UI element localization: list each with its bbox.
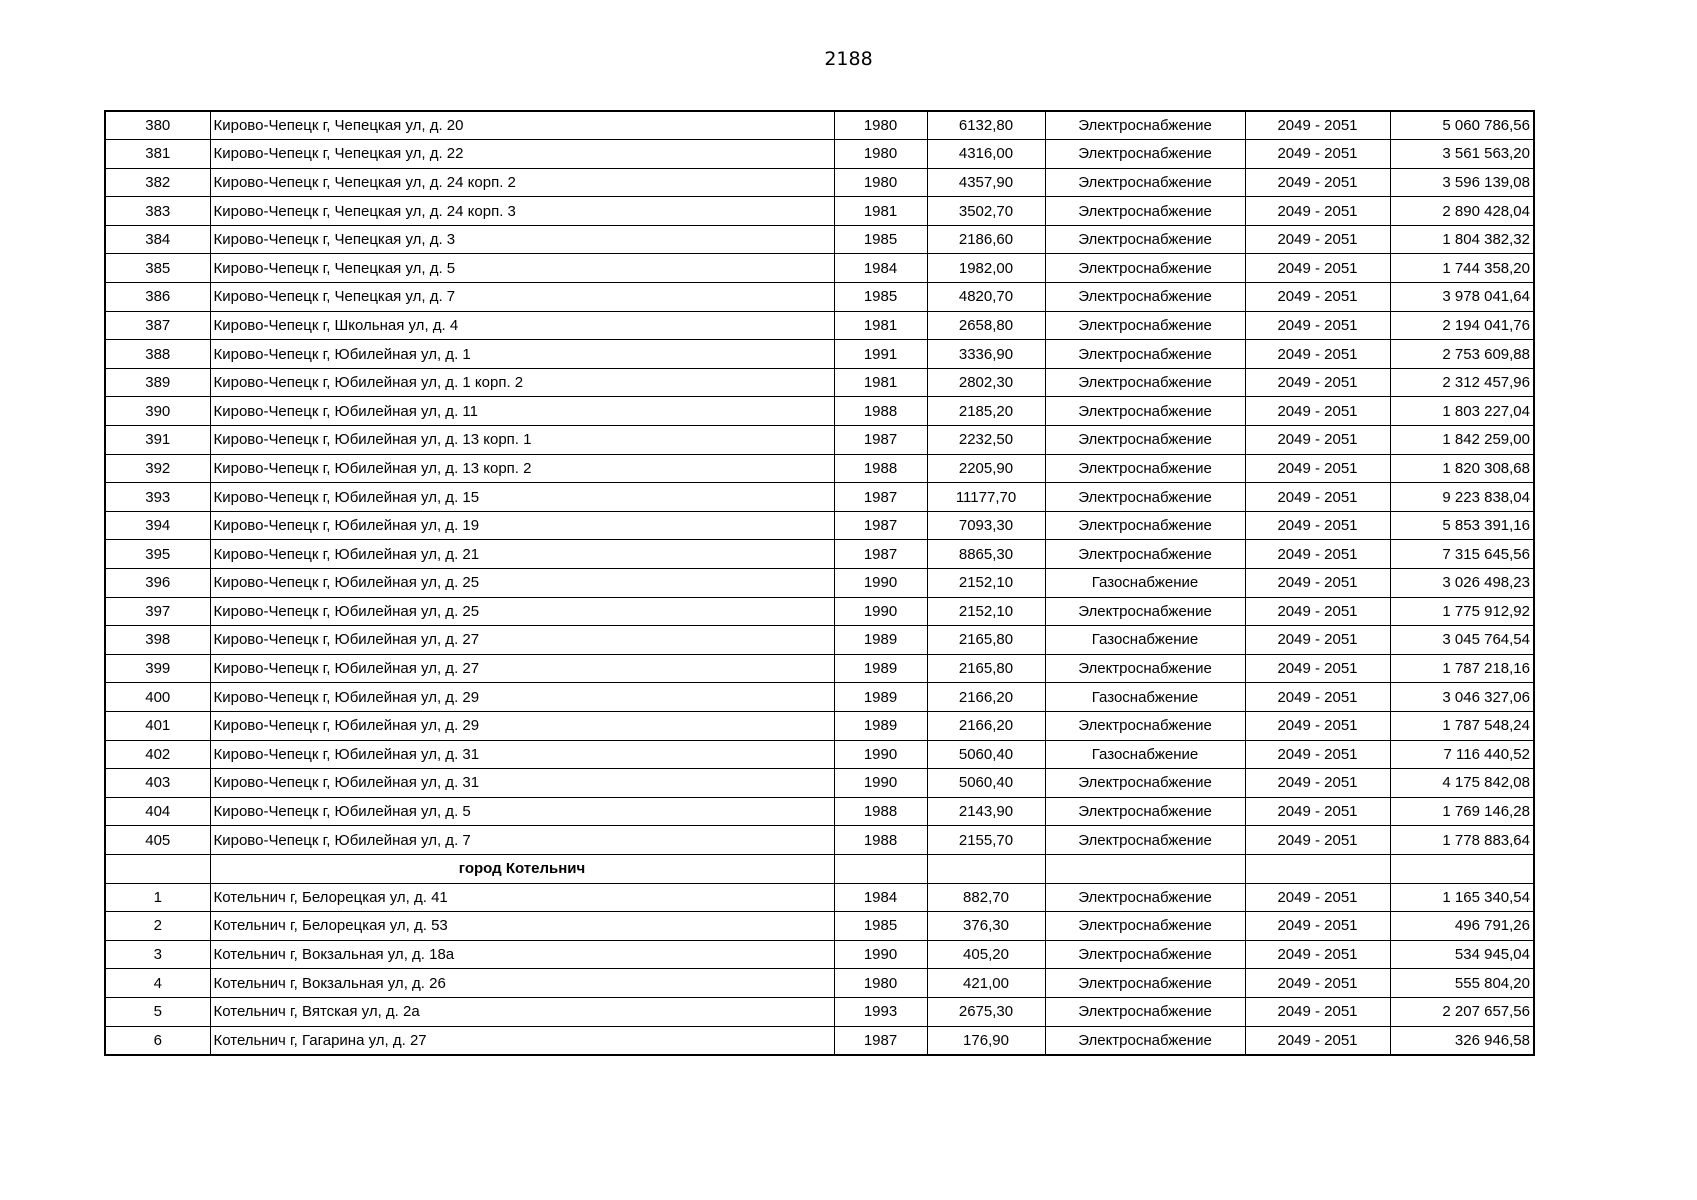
address-cell: Кирово-Чепецк г, Юбилейная ул, д. 7 [210, 826, 834, 855]
address-cell: Котельнич г, Белорецкая ул, д. 41 [210, 883, 834, 912]
period-cell: 2049 - 2051 [1245, 454, 1390, 483]
area-cell: 2152,10 [927, 597, 1045, 626]
cost-cell: 1 775 912,92 [1390, 597, 1534, 626]
year-cell: 1991 [834, 340, 927, 369]
address-cell: Кирово-Чепецк г, Юбилейная ул, д. 19 [210, 511, 834, 540]
work-type-cell: Электроснабжение [1045, 368, 1245, 397]
register-table [104, 110, 1535, 1056]
row-number-cell: 381 [105, 140, 210, 169]
cost-cell: 534 945,04 [1390, 940, 1534, 969]
address-cell: Кирово-Чепецк г, Юбилейная ул, д. 1 корп. 2 [210, 368, 834, 397]
area-cell: 376,30 [927, 912, 1045, 941]
address-cell: Кирово-Чепецк г, Юбилейная ул, д. 29 [210, 683, 834, 712]
area-cell: 2143,90 [927, 797, 1045, 826]
work-type-cell: Электроснабжение [1045, 654, 1245, 683]
row-number-cell: 393 [105, 483, 210, 512]
work-type-cell: Электроснабжение [1045, 283, 1245, 312]
period-cell: 2049 - 2051 [1245, 997, 1390, 1026]
work-type-cell: Электроснабжение [1045, 111, 1245, 140]
year-cell: 1990 [834, 740, 927, 769]
table-row [105, 254, 1534, 283]
year-cell: 1988 [834, 797, 927, 826]
work-type-cell: Электроснабжение [1045, 826, 1245, 855]
cost-cell: 326 946,58 [1390, 1026, 1534, 1055]
period-cell: 2049 - 2051 [1245, 940, 1390, 969]
address-cell: Котельнич г, Вокзальная ул, д. 18а [210, 940, 834, 969]
work-type-cell: Электроснабжение [1045, 140, 1245, 169]
year-cell: 1989 [834, 626, 927, 655]
work-type-cell: Электроснабжение [1045, 1026, 1245, 1055]
table-row [105, 769, 1534, 798]
table-row [105, 283, 1534, 312]
work-type-cell: Электроснабжение [1045, 311, 1245, 340]
address-cell: Котельнич г, Гагарина ул, д. 27 [210, 1026, 834, 1055]
work-type-cell: Электроснабжение [1045, 397, 1245, 426]
period-cell: 2049 - 2051 [1245, 397, 1390, 426]
period-cell: 2049 - 2051 [1245, 654, 1390, 683]
year-cell: 1981 [834, 368, 927, 397]
table-row [105, 797, 1534, 826]
cost-cell: 5 853 391,16 [1390, 511, 1534, 540]
period-cell: 2049 - 2051 [1245, 283, 1390, 312]
area-cell: 5060,40 [927, 740, 1045, 769]
period-cell: 2049 - 2051 [1245, 711, 1390, 740]
area-cell: 2165,80 [927, 626, 1045, 655]
period-cell: 2049 - 2051 [1245, 340, 1390, 369]
row-number-cell: 391 [105, 426, 210, 455]
area-cell: 2186,60 [927, 225, 1045, 254]
year-cell: 1990 [834, 569, 927, 598]
section-title-cell: город Котельнич [210, 854, 834, 883]
area-cell: 2152,10 [927, 569, 1045, 598]
year-cell: 1981 [834, 311, 927, 340]
row-number-cell: 394 [105, 511, 210, 540]
area-cell: 4316,00 [927, 140, 1045, 169]
period-cell: 2049 - 2051 [1245, 912, 1390, 941]
table-row [105, 225, 1534, 254]
year-cell: 1989 [834, 654, 927, 683]
area-cell: 11177,70 [927, 483, 1045, 512]
table-row [105, 197, 1534, 226]
work-type-cell: Электроснабжение [1045, 168, 1245, 197]
area-cell: 7093,30 [927, 511, 1045, 540]
area-cell: 3336,90 [927, 340, 1045, 369]
row-number-cell: 384 [105, 225, 210, 254]
work-type-cell: Электроснабжение [1045, 197, 1245, 226]
work-type-cell: Электроснабжение [1045, 940, 1245, 969]
period-cell: 2049 - 2051 [1245, 540, 1390, 569]
table-row [105, 912, 1534, 941]
year-cell: 1980 [834, 111, 927, 140]
area-cell: 421,00 [927, 969, 1045, 998]
table-row [105, 426, 1534, 455]
table-row [105, 711, 1534, 740]
period-cell: 2049 - 2051 [1245, 111, 1390, 140]
cost-cell: 1 165 340,54 [1390, 883, 1534, 912]
work-type-cell: Электроснабжение [1045, 426, 1245, 455]
address-cell: Кирово-Чепецк г, Юбилейная ул, д. 27 [210, 626, 834, 655]
year-cell: 1987 [834, 540, 927, 569]
cost-cell: 2 207 657,56 [1390, 997, 1534, 1026]
year-cell [834, 854, 927, 883]
address-cell: Котельнич г, Белорецкая ул, д. 53 [210, 912, 834, 941]
row-number-cell: 383 [105, 197, 210, 226]
row-number-cell: 402 [105, 740, 210, 769]
year-cell: 1985 [834, 225, 927, 254]
period-cell [1245, 854, 1390, 883]
period-cell: 2049 - 2051 [1245, 426, 1390, 455]
cost-cell: 3 045 764,54 [1390, 626, 1534, 655]
work-type-cell: Электроснабжение [1045, 254, 1245, 283]
work-type-cell: Электроснабжение [1045, 483, 1245, 512]
year-cell: 1990 [834, 940, 927, 969]
year-cell: 1988 [834, 826, 927, 855]
year-cell: 1993 [834, 997, 927, 1026]
cost-cell: 1 778 883,64 [1390, 826, 1534, 855]
table-row [105, 740, 1534, 769]
cost-cell: 1 820 308,68 [1390, 454, 1534, 483]
cost-cell: 3 026 498,23 [1390, 569, 1534, 598]
period-cell: 2049 - 2051 [1245, 569, 1390, 598]
area-cell: 1982,00 [927, 254, 1045, 283]
work-type-cell: Электроснабжение [1045, 912, 1245, 941]
row-number-cell: 3 [105, 940, 210, 969]
period-cell: 2049 - 2051 [1245, 683, 1390, 712]
period-cell: 2049 - 2051 [1245, 626, 1390, 655]
cost-cell: 3 978 041,64 [1390, 283, 1534, 312]
cost-cell: 7 315 645,56 [1390, 540, 1534, 569]
area-cell: 2155,70 [927, 826, 1045, 855]
work-type-cell: Электроснабжение [1045, 340, 1245, 369]
row-number-cell: 1 [105, 883, 210, 912]
area-cell: 405,20 [927, 940, 1045, 969]
area-cell: 8865,30 [927, 540, 1045, 569]
address-cell: Кирово-Чепецк г, Юбилейная ул, д. 13 корп. 1 [210, 426, 834, 455]
table-row [105, 683, 1534, 712]
table-row [105, 111, 1534, 140]
table-row [105, 483, 1534, 512]
register-table-body [105, 111, 1534, 1055]
area-cell: 6132,80 [927, 111, 1045, 140]
row-number-cell: 395 [105, 540, 210, 569]
table-row [105, 997, 1534, 1026]
table-row [105, 969, 1534, 998]
work-type-cell: Электроснабжение [1045, 454, 1245, 483]
address-cell: Кирово-Чепецк г, Чепецкая ул, д. 20 [210, 111, 834, 140]
table-row [105, 569, 1534, 598]
year-cell: 1989 [834, 683, 927, 712]
area-cell: 2802,30 [927, 368, 1045, 397]
period-cell: 2049 - 2051 [1245, 769, 1390, 798]
address-cell: Кирово-Чепецк г, Школьная ул, д. 4 [210, 311, 834, 340]
year-cell: 1985 [834, 912, 927, 941]
year-cell: 1980 [834, 969, 927, 998]
area-cell: 4357,90 [927, 168, 1045, 197]
address-cell: Кирово-Чепецк г, Юбилейная ул, д. 15 [210, 483, 834, 512]
area-cell: 2166,20 [927, 683, 1045, 712]
period-cell: 2049 - 2051 [1245, 826, 1390, 855]
cost-cell [1390, 854, 1534, 883]
row-number-cell: 398 [105, 626, 210, 655]
cost-cell: 1 803 227,04 [1390, 397, 1534, 426]
area-cell: 2166,20 [927, 711, 1045, 740]
cost-cell: 1 769 146,28 [1390, 797, 1534, 826]
address-cell: Кирово-Чепецк г, Юбилейная ул, д. 13 корп. 2 [210, 454, 834, 483]
cost-cell: 1 804 382,32 [1390, 225, 1534, 254]
row-number-cell: 386 [105, 283, 210, 312]
period-cell: 2049 - 2051 [1245, 311, 1390, 340]
row-number-cell: 390 [105, 397, 210, 426]
area-cell: 4820,70 [927, 283, 1045, 312]
year-cell: 1987 [834, 426, 927, 455]
row-number-cell: 4 [105, 969, 210, 998]
cost-cell: 1 744 358,20 [1390, 254, 1534, 283]
cost-cell: 4 175 842,08 [1390, 769, 1534, 798]
row-number-cell: 405 [105, 826, 210, 855]
period-cell: 2049 - 2051 [1245, 140, 1390, 169]
address-cell: Кирово-Чепецк г, Юбилейная ул, д. 27 [210, 654, 834, 683]
row-number-cell: 382 [105, 168, 210, 197]
cost-cell: 2 312 457,96 [1390, 368, 1534, 397]
table-row [105, 397, 1534, 426]
area-cell: 2232,50 [927, 426, 1045, 455]
table-row [105, 540, 1534, 569]
address-cell: Кирово-Чепецк г, Чепецкая ул, д. 5 [210, 254, 834, 283]
cost-cell: 5 060 786,56 [1390, 111, 1534, 140]
year-cell: 1985 [834, 283, 927, 312]
work-type-cell: Газоснабжение [1045, 740, 1245, 769]
area-cell: 2675,30 [927, 997, 1045, 1026]
year-cell: 1987 [834, 1026, 927, 1055]
address-cell: Кирово-Чепецк г, Юбилейная ул, д. 25 [210, 569, 834, 598]
table-row [105, 454, 1534, 483]
table-row [105, 340, 1534, 369]
period-cell: 2049 - 2051 [1245, 225, 1390, 254]
period-cell: 2049 - 2051 [1245, 254, 1390, 283]
year-cell: 1981 [834, 197, 927, 226]
address-cell: Котельнич г, Вятская ул, д. 2а [210, 997, 834, 1026]
page-number: 2188 [824, 48, 873, 70]
year-cell: 1988 [834, 397, 927, 426]
table-row [105, 311, 1534, 340]
period-cell: 2049 - 2051 [1245, 797, 1390, 826]
table-row [105, 626, 1534, 655]
row-number-cell [105, 854, 210, 883]
year-cell: 1990 [834, 597, 927, 626]
period-cell: 2049 - 2051 [1245, 1026, 1390, 1055]
period-cell: 2049 - 2051 [1245, 740, 1390, 769]
row-number-cell: 399 [105, 654, 210, 683]
area-cell: 2205,90 [927, 454, 1045, 483]
address-cell: Кирово-Чепецк г, Чепецкая ул, д. 24 корп. 2 [210, 168, 834, 197]
cost-cell: 1 787 548,24 [1390, 711, 1534, 740]
row-number-cell: 389 [105, 368, 210, 397]
row-number-cell: 400 [105, 683, 210, 712]
cost-cell: 1 842 259,00 [1390, 426, 1534, 455]
year-cell: 1989 [834, 711, 927, 740]
area-cell: 2658,80 [927, 311, 1045, 340]
period-cell: 2049 - 2051 [1245, 511, 1390, 540]
row-number-cell: 5 [105, 997, 210, 1026]
address-cell: Кирово-Чепецк г, Юбилейная ул, д. 29 [210, 711, 834, 740]
area-cell: 882,70 [927, 883, 1045, 912]
work-type-cell: Электроснабжение [1045, 711, 1245, 740]
work-type-cell: Электроснабжение [1045, 797, 1245, 826]
row-number-cell: 388 [105, 340, 210, 369]
row-number-cell: 392 [105, 454, 210, 483]
address-cell: Кирово-Чепецк г, Юбилейная ул, д. 5 [210, 797, 834, 826]
cost-cell: 7 116 440,52 [1390, 740, 1534, 769]
area-cell [927, 854, 1045, 883]
area-cell: 176,90 [927, 1026, 1045, 1055]
row-number-cell: 396 [105, 569, 210, 598]
address-cell: Кирово-Чепецк г, Юбилейная ул, д. 1 [210, 340, 834, 369]
year-cell: 1987 [834, 511, 927, 540]
address-cell: Кирово-Чепецк г, Юбилейная ул, д. 31 [210, 769, 834, 798]
cost-cell: 9 223 838,04 [1390, 483, 1534, 512]
cost-cell: 1 787 218,16 [1390, 654, 1534, 683]
cost-cell: 2 194 041,76 [1390, 311, 1534, 340]
year-cell: 1990 [834, 769, 927, 798]
table-row [105, 940, 1534, 969]
cost-cell: 3 596 139,08 [1390, 168, 1534, 197]
address-cell: Кирово-Чепецк г, Чепецкая ул, д. 24 корп. 3 [210, 197, 834, 226]
table-row [105, 368, 1534, 397]
address-cell: Кирово-Чепецк г, Чепецкая ул, д. 7 [210, 283, 834, 312]
table-row [105, 511, 1534, 540]
work-type-cell [1045, 854, 1245, 883]
address-cell: Кирово-Чепецк г, Чепецкая ул, д. 3 [210, 225, 834, 254]
work-type-cell: Электроснабжение [1045, 597, 1245, 626]
row-number-cell: 397 [105, 597, 210, 626]
table-row [105, 140, 1534, 169]
area-cell: 2185,20 [927, 397, 1045, 426]
table-row [105, 597, 1534, 626]
row-number-cell: 6 [105, 1026, 210, 1055]
work-type-cell: Электроснабжение [1045, 883, 1245, 912]
cost-cell: 3 046 327,06 [1390, 683, 1534, 712]
row-number-cell: 380 [105, 111, 210, 140]
table-row [105, 826, 1534, 855]
address-cell: Кирово-Чепецк г, Юбилейная ул, д. 11 [210, 397, 834, 426]
cost-cell: 555 804,20 [1390, 969, 1534, 998]
area-cell: 5060,40 [927, 769, 1045, 798]
address-cell: Кирово-Чепецк г, Юбилейная ул, д. 21 [210, 540, 834, 569]
table-row [105, 168, 1534, 197]
work-type-cell: Электроснабжение [1045, 225, 1245, 254]
row-number-cell: 2 [105, 912, 210, 941]
year-cell: 1984 [834, 254, 927, 283]
work-type-cell: Газоснабжение [1045, 626, 1245, 655]
cost-cell: 3 561 563,20 [1390, 140, 1534, 169]
row-number-cell: 385 [105, 254, 210, 283]
table-row [105, 883, 1534, 912]
year-cell: 1987 [834, 483, 927, 512]
row-number-cell: 401 [105, 711, 210, 740]
cost-cell: 496 791,26 [1390, 912, 1534, 941]
cost-cell: 2 753 609,88 [1390, 340, 1534, 369]
work-type-cell: Электроснабжение [1045, 511, 1245, 540]
address-cell: Котельнич г, Вокзальная ул, д. 26 [210, 969, 834, 998]
area-cell: 2165,80 [927, 654, 1045, 683]
work-type-cell: Электроснабжение [1045, 769, 1245, 798]
area-cell: 3502,70 [927, 197, 1045, 226]
table-row [105, 1026, 1534, 1055]
row-number-cell: 404 [105, 797, 210, 826]
period-cell: 2049 - 2051 [1245, 969, 1390, 998]
work-type-cell: Электроснабжение [1045, 997, 1245, 1026]
work-type-cell: Электроснабжение [1045, 540, 1245, 569]
period-cell: 2049 - 2051 [1245, 368, 1390, 397]
work-type-cell: Газоснабжение [1045, 569, 1245, 598]
row-number-cell: 387 [105, 311, 210, 340]
work-type-cell: Электроснабжение [1045, 969, 1245, 998]
cost-cell: 2 890 428,04 [1390, 197, 1534, 226]
year-cell: 1980 [834, 168, 927, 197]
period-cell: 2049 - 2051 [1245, 597, 1390, 626]
period-cell: 2049 - 2051 [1245, 168, 1390, 197]
period-cell: 2049 - 2051 [1245, 483, 1390, 512]
row-number-cell: 403 [105, 769, 210, 798]
section-header-row [105, 854, 1534, 883]
table-row [105, 654, 1534, 683]
year-cell: 1988 [834, 454, 927, 483]
period-cell: 2049 - 2051 [1245, 197, 1390, 226]
address-cell: Кирово-Чепецк г, Юбилейная ул, д. 31 [210, 740, 834, 769]
work-type-cell: Газоснабжение [1045, 683, 1245, 712]
year-cell: 1980 [834, 140, 927, 169]
period-cell: 2049 - 2051 [1245, 883, 1390, 912]
year-cell: 1984 [834, 883, 927, 912]
address-cell: Кирово-Чепецк г, Чепецкая ул, д. 22 [210, 140, 834, 169]
address-cell: Кирово-Чепецк г, Юбилейная ул, д. 25 [210, 597, 834, 626]
